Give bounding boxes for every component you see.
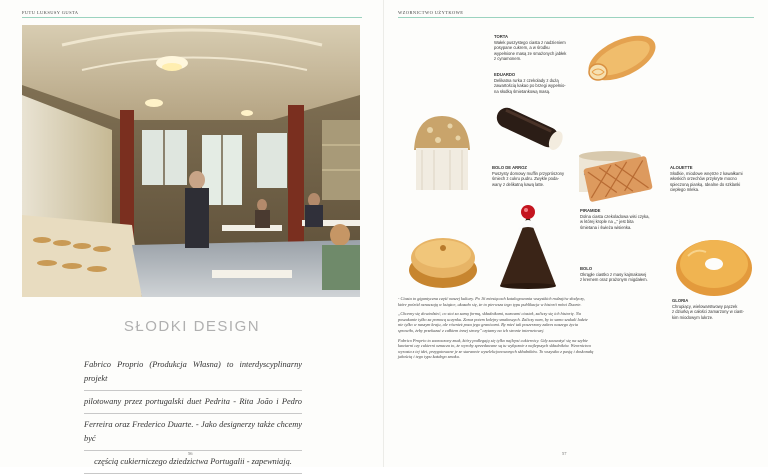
caption-eduardo [494, 72, 594, 94]
body-paragraph: „Chcemy się dowiedzieć, co stoi za samą formą, składnikami, nazwami ciastek, zaliczy się ich historię. Na poszukanie tylko za pomocą uczynku. Zaraz potem kolejny smakoszych. Zaliczy nam, by to samo szukali ludzie nie tylko w naszym kraju, ale również poza jego granicami. By mieć tak poszerzony zakres naszego życia sprawiło, żeby przekazać z całkiem innej strony" czytamy na ich stronie internetowej. [398, 311, 588, 333]
caption-line: ciepłego mleka. [670, 187, 700, 193]
caption-bolo-de-arroz [492, 165, 587, 187]
page-number-right: 57 [562, 451, 567, 456]
product-name: TORTA [494, 34, 509, 39]
page-number-left: 56 [188, 451, 193, 456]
caption-bolo [580, 266, 676, 283]
body-text [398, 296, 594, 364]
eduardo-photo [489, 100, 569, 155]
caption-gloria [672, 298, 762, 320]
running-header-left: FUTU LUKSUSY GUSTA [22, 10, 79, 15]
intro-line: Ferreira oraz Frederico Duarte. - Jako designerzy także chcemy być [84, 414, 302, 451]
product-name: BOLO [580, 266, 593, 271]
caption-line: zawartością kakao po brzegi wypełnio- [494, 83, 566, 89]
caption-line: Chrupiący, wielowarstwowy pączek [672, 303, 738, 309]
caption-line: śmiech z cukru pudru. Zwykle poda- [492, 176, 560, 182]
torta-photo [582, 30, 662, 85]
left-page [0, 0, 384, 467]
product-name: PIRAMIDE [580, 208, 601, 213]
caption-line: Dolna ciasta czekoladowa wisi czyka, [580, 213, 650, 219]
caption-line: wypełnione masą ze smażonych jabłek [494, 50, 567, 56]
cafe-interior-photo [22, 25, 360, 297]
caption-line: śmietana i świeża wisienka. [580, 224, 632, 230]
product-name: GLORIA [672, 298, 689, 303]
caption-alouette [670, 165, 760, 193]
header-rule-left [22, 17, 362, 18]
running-header-right: WZORNICTWO UŻYTKOWE [398, 10, 464, 15]
caption-line: z kremem oraz prażonym migdałem. [580, 277, 648, 283]
caption-line: posypane cukrem, a w środku [494, 45, 550, 51]
caption-line: Delikatna rurka z czekolady z dużą [494, 77, 559, 83]
caption-line: Puszysty domowy muffin przyprószony [492, 170, 565, 176]
right-page [384, 0, 768, 467]
body-paragraph: - Ciasta to gigantyczna część naszej kultury. Po 16 miesiącach katalogowania wszystkich rodzajów słodyczy, które pośród oznaczają w książce, ukazało się, że to pierwsza tego typu publikacja w historii mówi Duarte. [398, 296, 585, 307]
intro-line: pilotowany przez portugalski duet Pedrita - Rita João i Pedro [84, 391, 302, 414]
gloria-photo [674, 234, 754, 298]
caption-line: Wałek puszystego ciasta z nadzieniem [494, 39, 566, 45]
caption-line: na słodką śmietankową masą. [494, 88, 551, 94]
caption-line: z cynamonem. [494, 56, 522, 62]
caption-line: spieczoną pianką. Idealne do szklanki [670, 181, 741, 187]
section-title: SŁODKI DESIGN [123, 318, 261, 335]
intro-line: Fabrico Proprio (Produkcja Własna) to interdyscyplinarny projekt [84, 354, 302, 391]
bolo-photo [406, 228, 480, 290]
intro-paragraph [84, 354, 302, 474]
intro-line: częścią cukierniczego dziedzictwa Portugalii - zapewniają. [84, 451, 302, 474]
caption-line: Słodkie, miodowe wnętrze z kawałkami [670, 170, 743, 176]
product-name: BOLO DE ARROZ [492, 165, 527, 170]
caption-line: włoskich orzechów przykryte mocno [670, 176, 737, 182]
body-paragraph: Fabrico Proprio to zaaraczony znak, który podlegają się tylko najlepsi cukiernicy. Gdy zauważyć się na szybie kawiarni czy cukierni oznacza to, że wyroby sprzedawane są tu wyłącznie z najlepszych składników. Wzornictwo wyrasta z tej idei, przygotowane je ze starannie wyselekcjonowanych składników. To wszystko z pasją i doskonałą jakością i tego typu każdego smaku. [398, 337, 594, 360]
caption-line: wany z delikatną kawą latte. [492, 181, 545, 187]
product-name: EDUARDO [494, 72, 516, 77]
caption-line: Okrągłe ciastko z masy kajmakowej [580, 271, 647, 277]
piramide-photo [496, 200, 560, 290]
caption-piramide [580, 208, 676, 230]
header-rule-right [398, 17, 754, 18]
caption-line: w której krople na „," jest bita [580, 219, 634, 225]
bolo-de-arroz-photo [406, 110, 478, 192]
alouette-photo [580, 154, 656, 204]
caption-line: z dziurką w całości zamarzony w ciast- [672, 309, 744, 315]
caption-line: kim miodowym lukrze. [672, 314, 714, 320]
caption-torta [494, 34, 589, 62]
product-name: ALOUETTE [670, 165, 693, 170]
